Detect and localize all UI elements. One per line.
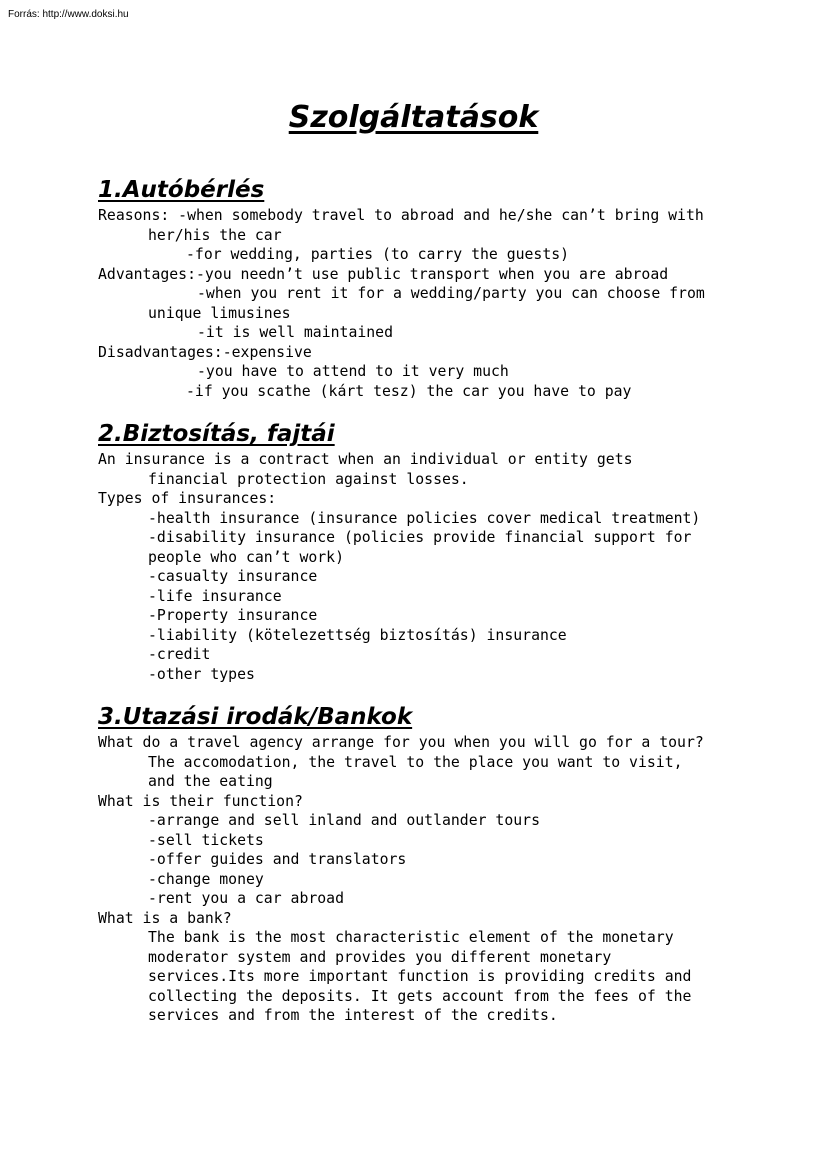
text-line: The accomodation, the travel to the place you want to visit, (148, 753, 683, 771)
text-line: -arrange and sell inland and outlander tours (148, 812, 540, 829)
text-line: -if you scathe (kárt tesz) the car you have to pay (186, 382, 632, 400)
text-line: financial protection against losses. (148, 470, 469, 488)
text-line: people who can’t work) (148, 548, 344, 566)
source-note: Forrás: http://www.doksi.hu (8, 9, 129, 20)
text-line: -it is well maintained (197, 324, 393, 341)
text-line: What do a travel agency arrange for you when you will go for a tour? (98, 734, 704, 751)
section-heading-3: 3.Utazási irodák/Bankok (98, 704, 413, 730)
text-line: Advantages:-you needn’t use public transport when you are abroad (98, 265, 669, 283)
text-line: services.Its more important function is providing credits and (148, 968, 692, 985)
section-body-3 (98, 733, 798, 1026)
text-line: services and from the interest of the credits. (148, 1007, 558, 1024)
section-heading-1: 1.Autóbérlés (98, 177, 265, 203)
text-line: Disadvantages:-expensive (98, 343, 312, 361)
text-line: -when you rent it for a wedding/party you can choose from (197, 285, 705, 302)
text-line: -sell tickets (148, 831, 264, 849)
text-line: Types of insurances: (98, 490, 277, 507)
text-line: collecting the deposits. It gets account from the fees of the (148, 987, 692, 1005)
text-line: Reasons: -when somebody travel to abroad and he/she can’t bring with (98, 207, 704, 224)
text-line: The bank is the most characteristic element of the monetary (148, 929, 674, 946)
text-line: and the eating (148, 773, 273, 790)
text-line: -you have to attend to it very much (197, 363, 509, 380)
text-line: -life insurance (148, 587, 282, 605)
text-line: moderator system and provides you different monetary (148, 948, 612, 966)
text-line: -casualty insurance (148, 568, 318, 585)
text-line: -rent you a car abroad (148, 890, 344, 907)
text-line: -other types (148, 665, 255, 683)
text-line: -for wedding, parties (to carry the guests) (186, 246, 570, 263)
text-line: What is a bank? (98, 909, 232, 927)
section-body-1 (98, 206, 798, 401)
text-line: -offer guides and translators (148, 851, 407, 868)
text-line: her/his the car (148, 226, 282, 244)
text-line: -health insurance (insurance policies cover medical treatment) (148, 509, 701, 527)
text-line: -credit (148, 646, 211, 663)
page-title: Szolgáltatások (288, 100, 539, 135)
text-line: -disability insurance (policies provide financial support for (148, 529, 692, 546)
text-line: -Property insurance (148, 607, 318, 624)
text-line: What is their function? (98, 792, 303, 810)
section-heading-2: 2.Biztosítás, fajtái (98, 421, 335, 447)
text-line: unique limusines (148, 304, 291, 322)
text-line: -liability (kötelezettség biztosítás) insurance (148, 626, 567, 644)
section-body-2 (98, 450, 798, 684)
text-line: An insurance is a contract when an individual or entity gets (98, 451, 633, 468)
text-line: -change money (148, 870, 264, 888)
